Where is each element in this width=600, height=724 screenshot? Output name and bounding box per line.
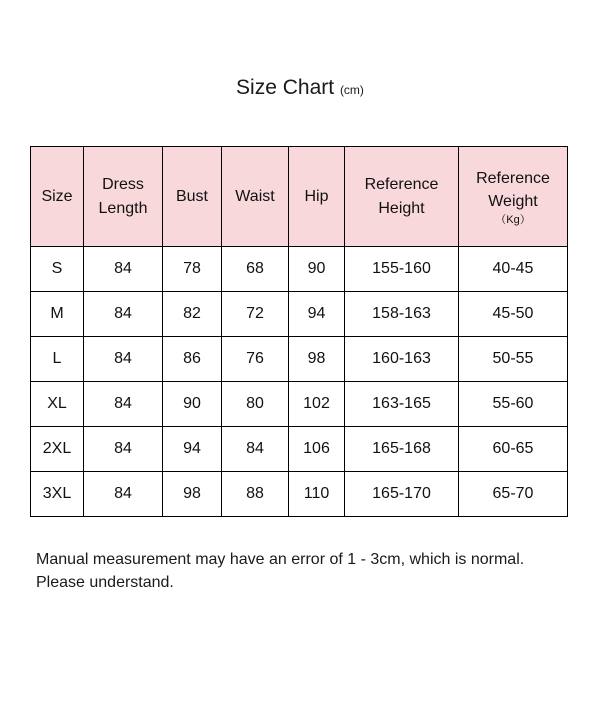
col-header-reference-height: Reference Height <box>345 147 459 247</box>
page-title-unit: (cm) <box>339 83 364 97</box>
cell-waist: 80 <box>222 382 289 427</box>
cell-reference-height: 158-163 <box>345 292 459 337</box>
col-header-reference-weight <box>459 147 568 247</box>
cell-dress-length: 84 <box>84 337 163 382</box>
cell-size: M <box>31 292 84 337</box>
cell-bust: 82 <box>163 292 222 337</box>
cell-dress-length: 84 <box>84 247 163 292</box>
cell-hip: 102 <box>289 382 345 427</box>
cell-reference-weight: 55-60 <box>459 382 568 427</box>
cell-size: 3XL <box>31 472 84 517</box>
cell-reference-weight: 50-55 <box>459 337 568 382</box>
cell-waist: 76 <box>222 337 289 382</box>
cell-bust: 98 <box>163 472 222 517</box>
cell-hip: 94 <box>289 292 345 337</box>
cell-dress-length: 84 <box>84 427 163 472</box>
cell-bust: 86 <box>163 337 222 382</box>
cell-reference-weight: 45-50 <box>459 292 568 337</box>
cell-hip: 106 <box>289 427 345 472</box>
col-header-hip: Hip <box>289 147 345 247</box>
cell-bust: 78 <box>163 247 222 292</box>
cell-reference-height: 155-160 <box>345 247 459 292</box>
cell-hip: 98 <box>289 337 345 382</box>
table-row <box>31 292 568 337</box>
col-header-weight-unit: （Kg） <box>495 213 531 226</box>
measurement-note-line2: Please understand. <box>36 574 174 591</box>
col-header-waist: Waist <box>222 147 289 247</box>
cell-reference-height: 165-170 <box>345 472 459 517</box>
cell-waist: 84 <box>222 427 289 472</box>
col-header-reference-weight-label: Reference Weight <box>476 170 550 211</box>
col-header-dress-length: Dress Length <box>84 147 163 247</box>
measurement-note-line1: Manual measurement may have an error of 1 - 3cm, which is normal. <box>36 551 525 568</box>
cell-bust: 90 <box>163 382 222 427</box>
size-chart-table <box>30 146 568 517</box>
cell-reference-weight: 60-65 <box>459 427 568 472</box>
cell-dress-length: 84 <box>84 292 163 337</box>
cell-waist: 68 <box>222 247 289 292</box>
table-row <box>31 382 568 427</box>
page-title <box>0 76 600 100</box>
cell-bust: 94 <box>163 427 222 472</box>
cell-dress-length: 84 <box>84 472 163 517</box>
cell-dress-length: 84 <box>84 382 163 427</box>
cell-size: XL <box>31 382 84 427</box>
cell-reference-height: 160-163 <box>345 337 459 382</box>
table-row <box>31 427 568 472</box>
cell-reference-weight: 40-45 <box>459 247 568 292</box>
cell-waist: 88 <box>222 472 289 517</box>
col-header-bust: Bust <box>163 147 222 247</box>
cell-reference-height: 163-165 <box>345 382 459 427</box>
cell-size: 2XL <box>31 427 84 472</box>
cell-waist: 72 <box>222 292 289 337</box>
cell-reference-height: 165-168 <box>345 427 459 472</box>
table-row <box>31 247 568 292</box>
cell-hip: 90 <box>289 247 345 292</box>
cell-size: S <box>31 247 84 292</box>
page-title-text: Size Chart <box>236 76 335 99</box>
cell-reference-weight: 65-70 <box>459 472 568 517</box>
table-row <box>31 472 568 517</box>
cell-size: L <box>31 337 84 382</box>
cell-hip: 110 <box>289 472 345 517</box>
header-row <box>31 147 568 247</box>
table-row <box>31 337 568 382</box>
col-header-size: Size <box>31 147 84 247</box>
measurement-note <box>36 548 581 594</box>
